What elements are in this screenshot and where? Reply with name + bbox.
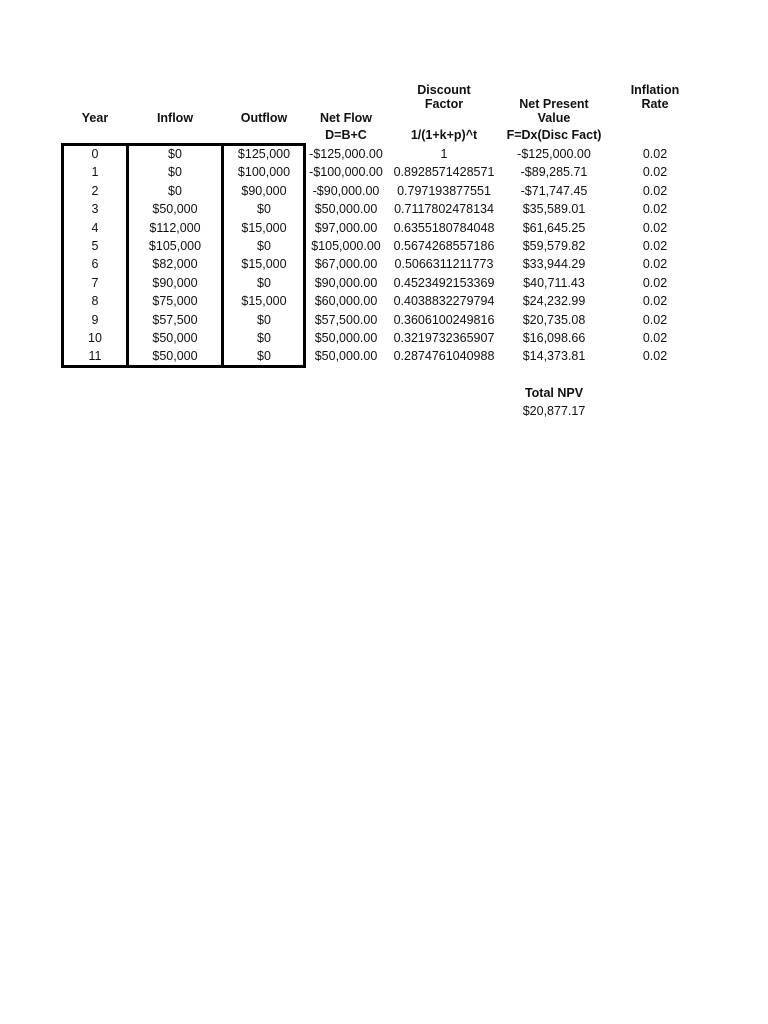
cell-npv: -$125,000.00 bbox=[517, 147, 591, 161]
cell-discount-factor: 0.3606100249816 bbox=[393, 312, 495, 327]
header-net-flow bbox=[303, 111, 389, 142]
cell-net-flow: $105,000.00 bbox=[311, 239, 381, 253]
cell-net-flow: $67,000.00 bbox=[314, 257, 378, 272]
cell-year: 2 bbox=[91, 183, 99, 198]
header-inflation-rate bbox=[614, 83, 696, 111]
cell-inflation-rate: 0.02 bbox=[642, 165, 668, 180]
cell-discount-factor: 0.5674268557186 bbox=[393, 239, 495, 253]
cell-inflation-rate: 0.02 bbox=[642, 147, 668, 161]
cell-year: 0 bbox=[91, 147, 99, 161]
cell-net-flow: $50,000.00 bbox=[314, 349, 378, 364]
cell-year: 9 bbox=[91, 312, 99, 327]
cell-npv: $20,735.08 bbox=[522, 312, 586, 327]
cell-year: 6 bbox=[91, 257, 99, 272]
cell-net-flow: $90,000.00 bbox=[314, 275, 378, 290]
column-divider-year bbox=[126, 143, 129, 368]
cell-inflation-rate: 0.02 bbox=[642, 349, 668, 364]
cell-inflation-rate: 0.02 bbox=[642, 183, 668, 198]
cell-discount-factor: 0.8928571428571 bbox=[393, 165, 495, 180]
cell-outflow: $90,000 bbox=[241, 183, 287, 198]
header-year bbox=[65, 111, 125, 125]
cell-net-flow: $57,500.00 bbox=[314, 312, 378, 327]
cell-outflow: $0 bbox=[257, 349, 271, 364]
cell-inflow: $0 bbox=[168, 147, 182, 161]
cell-inflation-rate: 0.02 bbox=[642, 239, 668, 253]
cell-discount-factor: 0.5066311211773 bbox=[394, 257, 494, 272]
cell-net-flow: -$100,000.00 bbox=[309, 165, 383, 180]
cell-discount-factor: 0.4038832279794 bbox=[393, 294, 495, 309]
cell-outflow: $125,000 bbox=[237, 147, 291, 161]
cell-net-flow: $97,000.00 bbox=[314, 220, 378, 235]
cell-discount-factor: 0.3219732365907 bbox=[393, 331, 495, 345]
total-npv-label: Total NPV bbox=[524, 386, 584, 400]
header-discount-factor-formula: 1/(1+k+p)^t bbox=[410, 128, 478, 142]
cell-inflow: $82,000 bbox=[152, 257, 198, 272]
total-npv-value: $20,877.17 bbox=[522, 404, 586, 418]
header-outflow-label: Outflow bbox=[240, 111, 288, 125]
cell-outflow: $0 bbox=[257, 202, 271, 217]
cell-inflow: $50,000 bbox=[152, 202, 198, 217]
header-inflation-line2: Rate bbox=[641, 97, 669, 111]
cell-inflow: $75,000 bbox=[152, 294, 198, 309]
cell-npv: $61,645.25 bbox=[522, 220, 586, 235]
cell-npv: $35,589.01 bbox=[522, 202, 586, 217]
cell-outflow: $0 bbox=[257, 275, 271, 290]
cell-net-flow: -$125,000.00 bbox=[309, 147, 383, 161]
header-net-flow-formula: D=B+C bbox=[325, 128, 367, 142]
cell-discount-factor: 0.4523492153369 bbox=[393, 275, 495, 290]
cell-inflow: $50,000 bbox=[152, 349, 198, 364]
cell-inflation-rate: 0.02 bbox=[642, 202, 668, 217]
header-net-flow-label: Net Flow bbox=[319, 111, 373, 125]
cell-inflow: $57,500 bbox=[152, 312, 198, 327]
cell-year: 8 bbox=[91, 294, 99, 309]
header-npv-line1: Net Present bbox=[519, 97, 589, 111]
header-npv bbox=[504, 97, 604, 142]
cell-year: 10 bbox=[88, 331, 102, 345]
cell-net-flow: $50,000.00 bbox=[314, 202, 378, 217]
cell-year: 5 bbox=[91, 239, 99, 253]
header-inflow bbox=[130, 111, 220, 125]
cell-inflow: $0 bbox=[168, 165, 182, 180]
header-discount-factor-line1: Discount bbox=[417, 83, 471, 97]
header-npv-formula: F=Dx(Disc Fact) bbox=[506, 128, 602, 142]
cell-npv: $14,373.81 bbox=[522, 349, 586, 364]
cell-outflow: $15,000 bbox=[241, 257, 287, 272]
header-year-label: Year bbox=[81, 111, 109, 125]
cell-inflow: $112,000 bbox=[149, 220, 201, 235]
cell-npv: -$71,747.45 bbox=[520, 183, 588, 198]
cell-inflow: $105,000 bbox=[148, 239, 202, 253]
cell-inflation-rate: 0.02 bbox=[642, 294, 668, 309]
cell-inflation-rate: 0.02 bbox=[642, 257, 668, 272]
cell-year: 11 bbox=[88, 349, 102, 364]
cell-npv: $40,711.43 bbox=[523, 275, 585, 290]
cell-discount-factor: 0.797193877551 bbox=[397, 183, 491, 198]
cell-inflow: $50,000 bbox=[152, 331, 198, 345]
cell-npv: $33,944.29 bbox=[522, 257, 586, 272]
cell-discount-factor: 1 bbox=[440, 147, 448, 161]
cell-outflow: $100,000 bbox=[237, 165, 291, 180]
cell-npv: $24,232.99 bbox=[522, 294, 586, 309]
cell-inflation-rate: 0.02 bbox=[642, 275, 668, 290]
header-inflation-line1: Inflation bbox=[630, 83, 680, 97]
header-outflow bbox=[225, 111, 303, 125]
cell-outflow: $0 bbox=[257, 239, 271, 253]
cell-npv: -$89,285.71 bbox=[520, 165, 588, 180]
cell-outflow: $0 bbox=[257, 312, 271, 327]
cell-inflow: $0 bbox=[168, 183, 182, 198]
header-discount-factor-line2: Factor bbox=[424, 97, 464, 111]
cell-npv: $59,579.82 bbox=[522, 239, 586, 253]
cell-year: 7 bbox=[91, 275, 99, 290]
header-discount-factor bbox=[389, 83, 499, 142]
header-npv-line2: Value bbox=[537, 111, 571, 125]
cell-net-flow: $60,000.00 bbox=[314, 294, 378, 309]
cell-discount-factor: 0.7117802478134 bbox=[394, 202, 494, 217]
cell-discount-factor: 0.6355180784048 bbox=[393, 220, 495, 235]
cell-discount-factor: 0.2874761040988 bbox=[393, 349, 495, 364]
cell-outflow: $0 bbox=[257, 331, 271, 345]
cell-inflation-rate: 0.02 bbox=[642, 312, 668, 327]
cell-year: 3 bbox=[91, 202, 99, 217]
cell-year: 1 bbox=[91, 165, 99, 180]
cell-year: 4 bbox=[91, 220, 99, 235]
cell-inflow: $90,000 bbox=[152, 275, 198, 290]
cell-inflation-rate: 0.02 bbox=[642, 220, 668, 235]
cell-inflation-rate: 0.02 bbox=[642, 331, 668, 345]
cell-outflow: $15,000 bbox=[241, 294, 287, 309]
cell-outflow: $15,000 bbox=[241, 220, 287, 235]
cell-net-flow: $50,000.00 bbox=[314, 331, 378, 345]
cell-npv: $16,098.66 bbox=[522, 331, 586, 345]
cell-net-flow: -$90,000.00 bbox=[312, 183, 380, 198]
column-divider-outflow bbox=[221, 143, 224, 368]
header-inflow-label: Inflow bbox=[156, 111, 194, 125]
